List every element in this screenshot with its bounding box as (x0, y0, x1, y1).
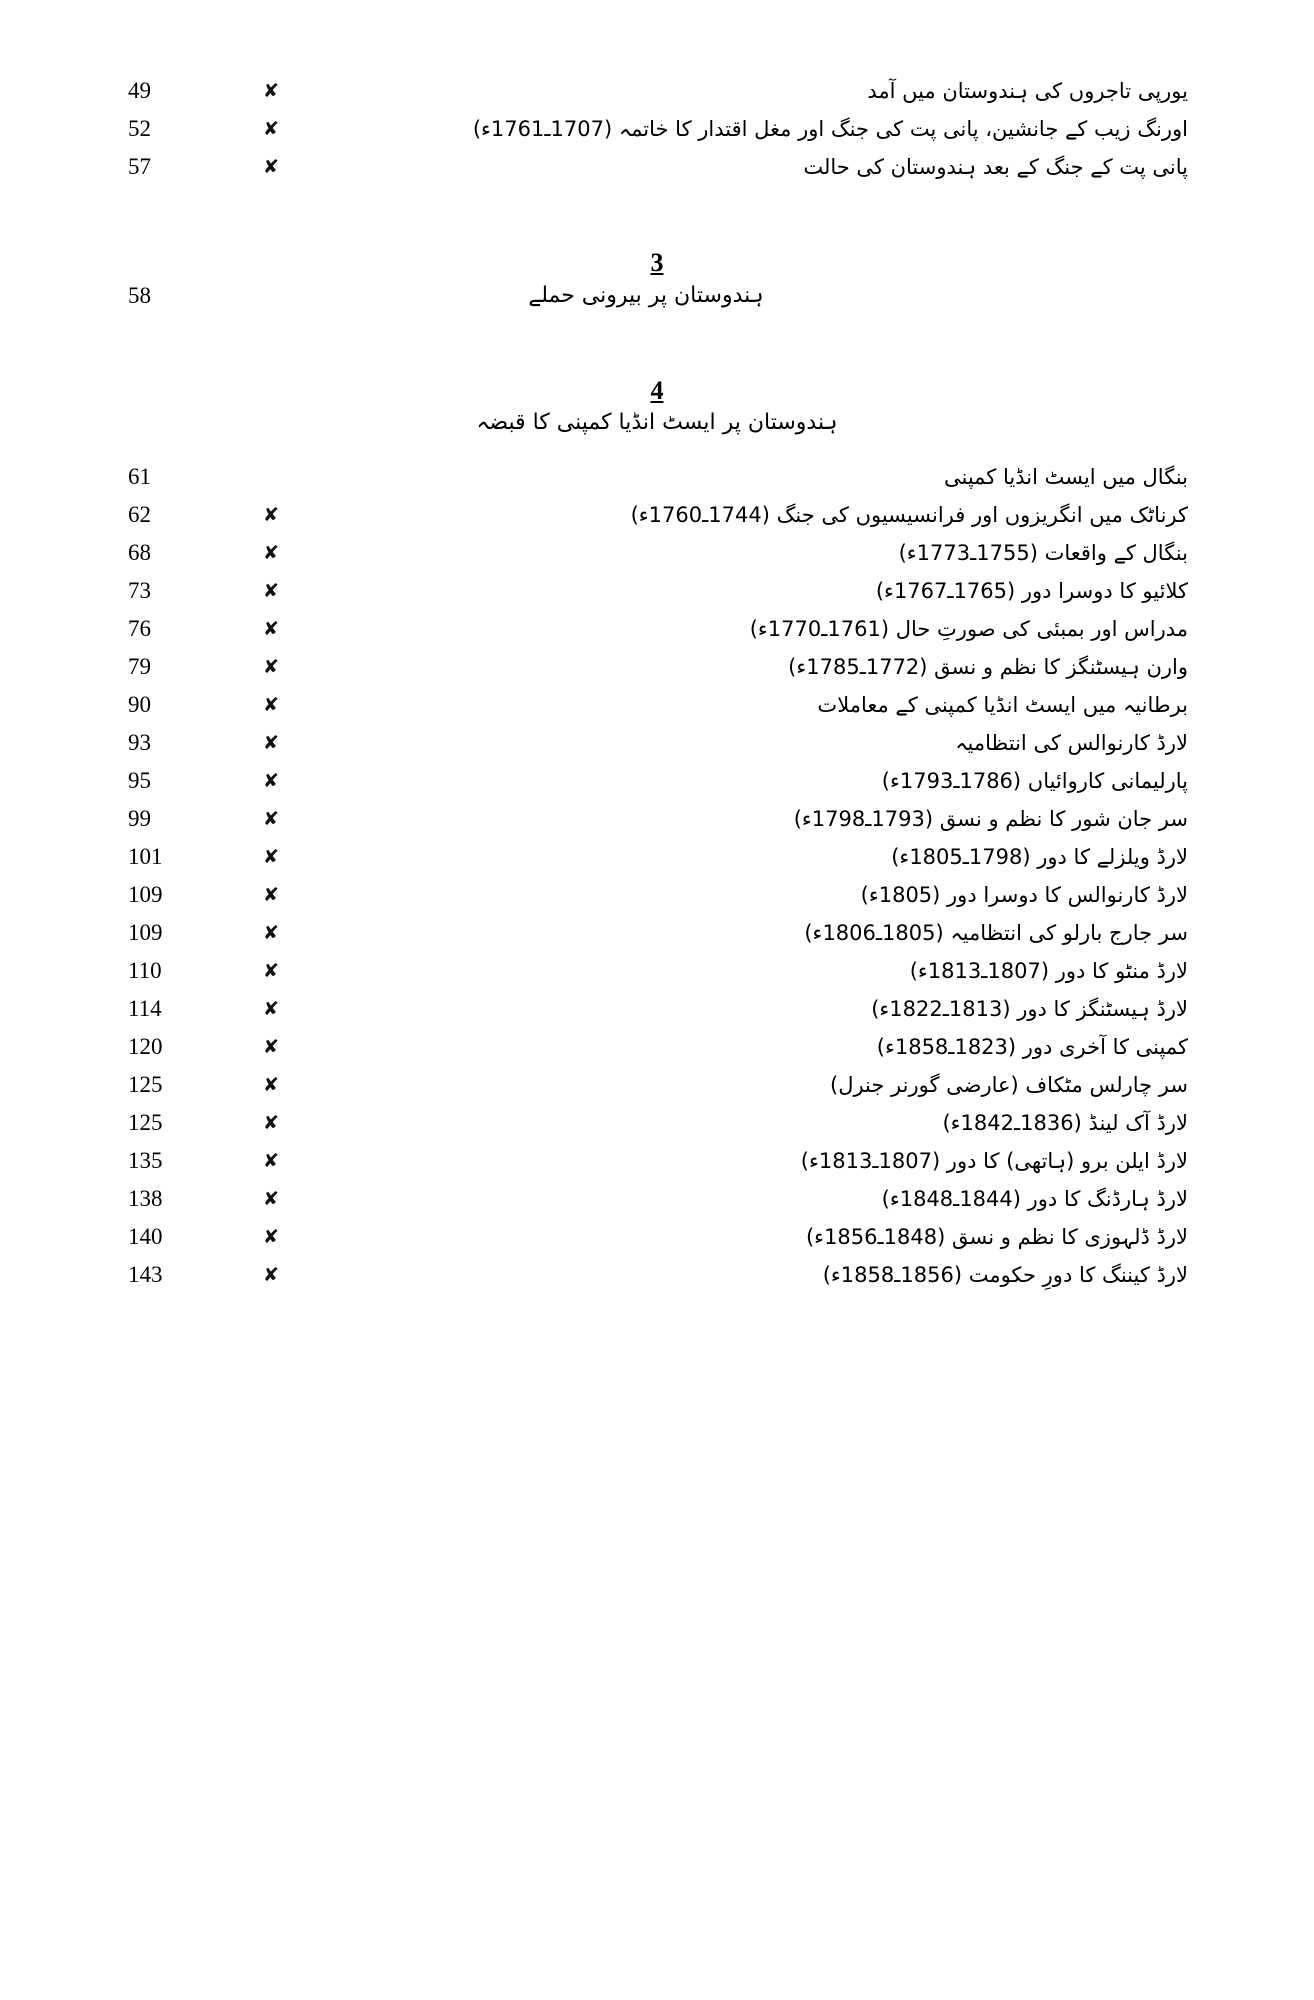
toc-entry-title: لارڈ منٹو کا دور (1807ـ1813ء) (909, 959, 1188, 983)
toc-entry-page: 68 (128, 540, 151, 565)
toc-row[interactable] (0, 686, 1314, 724)
toc-entry-page: 76 (128, 616, 151, 641)
bullet-cross-icon: ✘ (263, 1150, 279, 1172)
toc-entry-page: 110 (128, 958, 162, 983)
bullet-cross-icon: ✘ (263, 1264, 279, 1286)
toc-entry-title: اورنگ زیب کے جانشین، پانی پت کی جنگ اور مغل اقتدار کا خاتمہ (1707ـ1761ء) (472, 117, 1188, 141)
bullet-cross-icon: ✘ (263, 656, 279, 678)
toc-row[interactable] (0, 496, 1314, 534)
toc-entry-title: وارن ہیسٹنگز کا نظم و نسق (1772ـ1785ء) (788, 655, 1188, 679)
toc-entry-title: لارڈ کیننگ کا دورِ حکومت (1856ـ1858ء) (822, 1263, 1188, 1287)
toc-row[interactable] (0, 572, 1314, 610)
bullet-cross-icon: ✘ (263, 618, 279, 640)
bullet-cross-icon: ✘ (263, 884, 279, 906)
toc-entry-page: 109 (128, 882, 163, 907)
toc-entry-title: لارڈ ایلن برو (ہاتھی) کا دور (1807ـ1813ء) (800, 1149, 1188, 1173)
bullet-cross-icon: ✘ (263, 770, 279, 792)
bullet-cross-icon: ✘ (263, 922, 279, 944)
toc-row[interactable] (0, 838, 1314, 876)
toc-entry-page: 101 (128, 844, 163, 869)
toc-entry-page: 143 (128, 1262, 163, 1287)
toc-entry-page: 52 (128, 116, 151, 141)
toc-entry-page: 125 (128, 1072, 163, 1097)
chapter-3-row[interactable] (120, 278, 1194, 314)
bullet-cross-icon: ✘ (263, 504, 279, 526)
toc-section-chapter4 (0, 496, 1314, 1294)
toc-entry-page: 135 (128, 1148, 163, 1173)
toc-row[interactable] (0, 876, 1314, 914)
toc-row[interactable] (0, 148, 1314, 186)
toc-row[interactable] (0, 762, 1314, 800)
toc-section-top (0, 72, 1314, 186)
bullet-cross-icon: ✘ (263, 846, 279, 868)
heading-spacer (0, 440, 1314, 458)
toc-entry-page: 73 (128, 578, 151, 603)
toc-entry-page: 114 (128, 996, 162, 1021)
bullet-cross-icon: ✘ (263, 694, 279, 716)
bullet-cross-icon: ✘ (263, 156, 279, 178)
bullet-cross-icon: ✘ (263, 542, 279, 564)
bullet-cross-icon: ✘ (263, 80, 279, 102)
toc-entry-page: 120 (128, 1034, 163, 1059)
toc-entry-page: 109 (128, 920, 163, 945)
bullet-cross-icon: ✘ (263, 960, 279, 982)
toc-entry-title: لارڈ کارنوالس کی انتظامیہ (955, 731, 1188, 755)
toc-row[interactable] (0, 952, 1314, 990)
chapter-number: 4 (650, 376, 664, 405)
toc-entry-title: کرناٹک میں انگریزوں اور فرانسیسیوں کی جنگ (1744ـ1760ء) (630, 503, 1188, 527)
toc-row[interactable] (0, 110, 1314, 148)
toc-entry-title: لارڈ ویلزلے کا دور (1798ـ1805ء) (891, 845, 1188, 869)
toc-entry-title: لارڈ ڈلہوزی کا نظم و نسق (1848ـ1856ء) (805, 1225, 1188, 1249)
toc-entry-title: سر چارلس مٹکاف (عارضی گورنر جنرل) (830, 1073, 1188, 1097)
bullet-cross-icon: ✘ (263, 1188, 279, 1210)
toc-entry-title: سر جارج بارلو کی انتظامیہ (1805ـ1806ء) (804, 921, 1188, 945)
toc-entry-page: 95 (128, 768, 151, 793)
toc-entry-title: مدراس اور بمبئی کی صورتِ حال (1761ـ1770ء) (749, 617, 1188, 641)
toc-entry-page: 99 (128, 806, 151, 831)
bullet-cross-icon: ✘ (263, 808, 279, 830)
toc-row[interactable] (0, 800, 1314, 838)
toc-entry-title: کمپنی کا آخری دور (1823ـ1858ء) (876, 1035, 1188, 1059)
toc-entry-title: برطانیہ میں ایسٹ انڈیا کمپنی کے معاملات (817, 693, 1188, 717)
toc-entry-page: 93 (128, 730, 151, 755)
toc-entry-page: 62 (128, 502, 151, 527)
toc-row[interactable] (0, 724, 1314, 762)
toc-entry-title: لارڈ ہارڈنگ کا دور (1844ـ1848ء) (881, 1187, 1188, 1211)
chapter-3-block (0, 248, 1314, 314)
toc-entry-title: بنگال کے واقعات (1755ـ1773ء) (898, 541, 1188, 565)
toc-row[interactable] (0, 1256, 1314, 1294)
toc-entry-title: لارڈ آک لینڈ (1836ـ1842ء) (942, 1111, 1188, 1135)
toc-row[interactable] (0, 72, 1314, 110)
toc-entry-title: بنگال میں ایسٹ انڈیا کمپنی (943, 465, 1188, 489)
chapter-page: 58 (128, 283, 151, 308)
toc-entry-title: لارڈ کارنوالس کا دوسرا دور (1805ء) (860, 883, 1188, 907)
toc-row-heading[interactable] (0, 458, 1314, 496)
toc-row[interactable] (0, 990, 1314, 1028)
toc-row[interactable] (0, 914, 1314, 952)
toc-row[interactable] (0, 1028, 1314, 1066)
toc-entry-page: 57 (128, 154, 151, 179)
toc-entry-page: 125 (128, 1110, 163, 1135)
section-spacer (0, 314, 1314, 376)
chapter-4-block (0, 376, 1314, 440)
toc-entry-title: کلائیو کا دوسرا دور (1765ـ1767ء) (875, 579, 1188, 603)
toc-entry-page: 90 (128, 692, 151, 717)
chapter-number: 3 (650, 248, 664, 277)
bullet-cross-icon: ✘ (263, 118, 279, 140)
toc-entry-page: 79 (128, 654, 151, 679)
bullet-cross-icon: ✘ (263, 732, 279, 754)
toc-entry-title: یورپی تاجروں کی ہندوستان میں آمد (867, 79, 1188, 103)
toc-entry-title: سر جان شور کا نظم و نسق (1793ـ1798ء) (793, 807, 1188, 831)
toc-entry-page: 61 (128, 464, 151, 489)
bullet-cross-icon: ✘ (263, 1074, 279, 1096)
bullet-cross-icon: ✘ (263, 1036, 279, 1058)
chapter-title: ہندوستان پر بیرونی حملے (528, 283, 764, 308)
toc-row[interactable] (0, 534, 1314, 572)
toc-entry-title: پارلیمانی کاروائیاں (1786ـ1793ء) (881, 769, 1188, 793)
bullet-cross-icon: ✘ (263, 998, 279, 1020)
toc-row[interactable] (0, 1066, 1314, 1104)
toc-row[interactable] (0, 1142, 1314, 1180)
toc-row[interactable] (0, 648, 1314, 686)
toc-entry-page: 140 (128, 1224, 163, 1249)
bullet-cross-icon: ✘ (263, 580, 279, 602)
toc-entry-title: پانی پت کے جنگ کے بعد ہندوستان کی حالت (803, 155, 1188, 179)
section-spacer (0, 186, 1314, 248)
bullet-cross-icon: ✘ (263, 1112, 279, 1134)
toc-entry-page: 49 (128, 78, 151, 103)
toc-row[interactable] (0, 1218, 1314, 1256)
toc-row[interactable] (0, 1180, 1314, 1218)
top-spacer (0, 0, 1314, 72)
bullet-cross-icon: ✘ (263, 1226, 279, 1248)
chapter-title: ہندوستان پر ایسٹ انڈیا کمپنی کا قبضہ (476, 410, 838, 435)
toc-entry-page: 138 (128, 1186, 163, 1211)
toc-row[interactable] (0, 1104, 1314, 1142)
toc-entry-title: لارڈ ہیسٹنگز کا دور (1813ـ1822ء) (871, 997, 1188, 1021)
toc-row[interactable] (0, 610, 1314, 648)
